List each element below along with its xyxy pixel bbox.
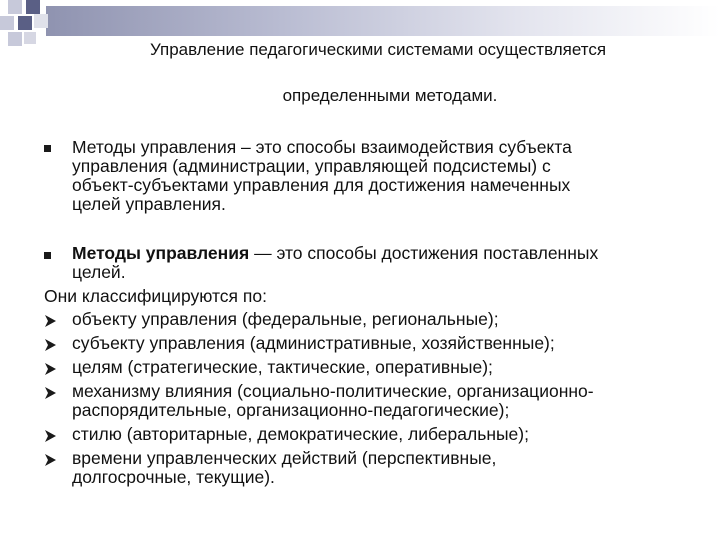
methods-definition: — это способы достижения поставленных [249,243,599,263]
list-item [72,358,493,377]
classify-intro: Они классифицируются по: [44,286,267,306]
arrow-bullet-icon [44,314,58,328]
deco-square [26,0,40,14]
list-item-line: распорядительные, организационно-педагогические); [72,400,510,420]
paragraph-line: целей управления. [72,194,226,214]
list-item [72,310,499,329]
methods-paragraph [72,244,598,282]
methods-term: Методы управления [72,243,250,263]
arrow-bullet-icon [44,362,58,376]
paragraph-line: целей. [72,262,126,282]
header-gradient-band [46,6,720,36]
arrow-bullet-icon [44,338,58,352]
slide-title-line-1: Управление педагогическими системами осуществляется [149,40,607,59]
arrow-bullet-icon [44,429,58,443]
square-bullet-icon [44,252,51,259]
arrow-bullet-icon [44,453,58,467]
deco-square [34,14,48,28]
paragraph-line: управления (администрации, управляющей подсистемы) с [72,156,551,176]
deco-square [8,0,22,14]
deco-square [0,16,14,30]
paragraph-line: объект-субъектами управления для достижения намеченных [72,175,571,195]
list-item [72,449,496,487]
list-item-line: долгосрочные, текущие). [72,467,275,487]
definition-paragraph [72,138,572,214]
deco-square [18,16,32,30]
list-item-line: времени управленческих действий (перспективные, [72,448,497,468]
list-item-line: объекту управления (федеральные, региональные); [72,309,499,329]
slide-title-line-2: определенными методами. [282,86,498,105]
list-item-line: субъекту управления (административные, хозяйственные); [72,333,555,353]
list-item-line: механизму влияния (социально-политические, организационно- [72,381,594,401]
list-item [72,334,555,353]
list-item [72,425,529,444]
list-item-line: стилю (авторитарные, демократические, либеральные); [72,424,529,444]
list-item [72,382,594,420]
arrow-bullet-icon [44,386,58,400]
list-item-line: целям (стратегические, тактические, оперативные); [72,357,493,377]
square-bullet-icon [44,145,51,152]
paragraph-line: Методы управления – это способы взаимодействия субъекта [72,137,572,157]
